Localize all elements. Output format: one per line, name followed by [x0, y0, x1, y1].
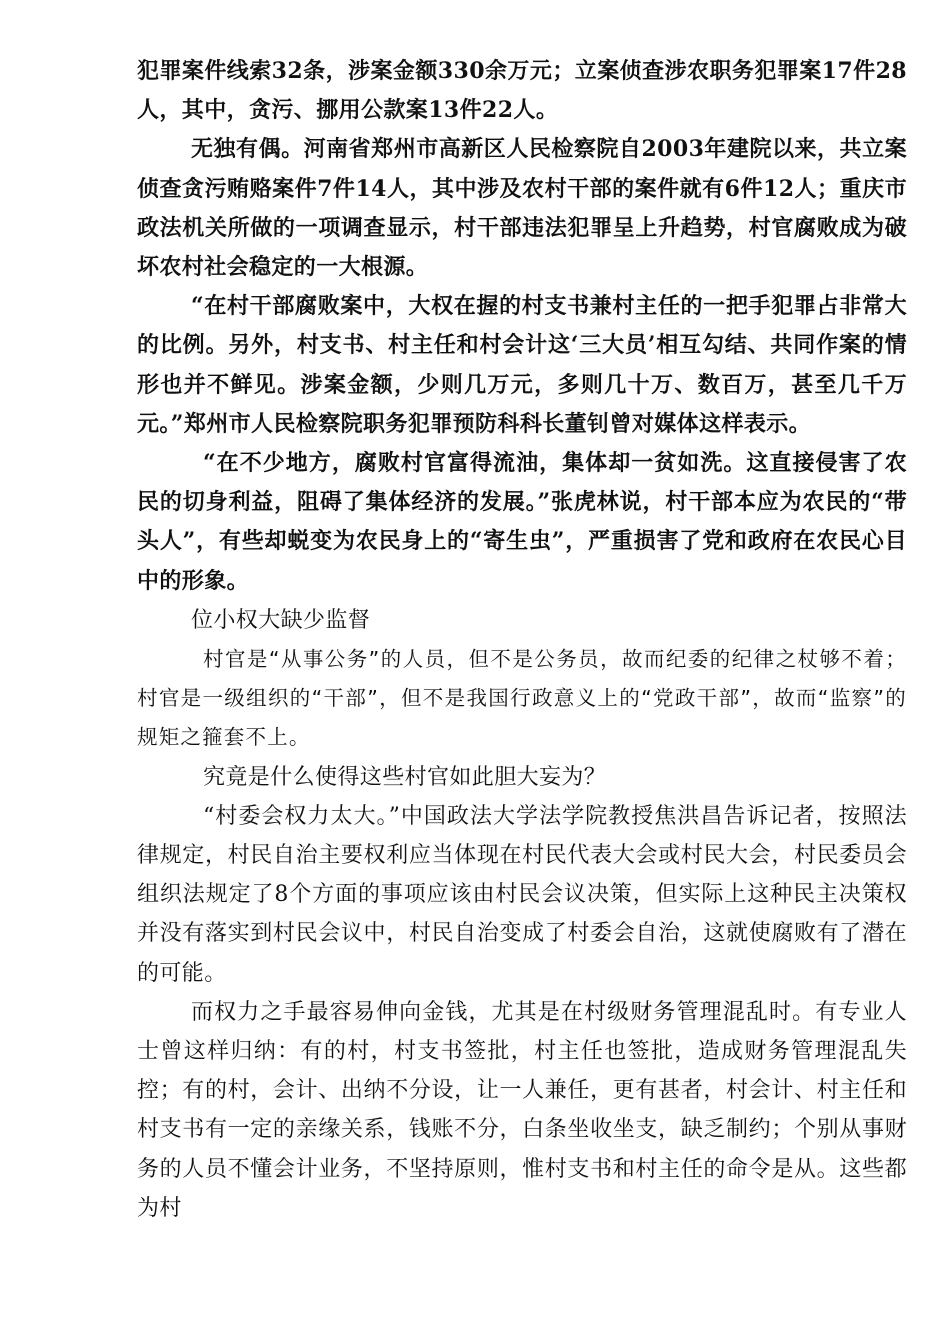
paragraph-quote-zhang-hulin: “在不少地方，腐败村官富得流油，集体却一贫如洗。这直接侵害了农民的切身利益，阻碍了集体经济的发展。”张虎林说，村干部本应为农民的“带头人”，有些却蜕变为农民身上的“寄生虫”，严重损害了党和政府在农民心目中的形象。 [137, 450, 907, 594]
section-heading: 位小权大缺少监督 [191, 607, 371, 633]
paragraph-financial-management: 而权力之手最容易伸向金钱，尤其是在村级财务管理混乱时。有专业人士曾这样归纳：有的村，村支书签批，村主任也签批，造成财务管理混乱失控；有的村，会计、出纳不分设，让一人兼任，更有甚者，村会计、村主任和村支书有一定的亲缘关系，钱账不分，白条坐收坐支，缺乏制约；个别从事财务的人员不懂会计业务，不坚持原则，惟村支书和村主任的命令是从。这些都为村 [137, 999, 907, 1221]
paragraph-quote-jiao-hongchang: “村委会权力太大。”中国政法大学法学院教授焦洪昌告诉记者，按照法律规定，村民自治主要权利应当体现在村民代表大会或村民大会，村民委员会组织法规定了8个方面的事项应该由村民会议决策，但实际上这种民主决策权并没有落实到村民会议中，村民自治变成了村委会自治，这就使腐败有了潜在的可能。 [137, 803, 907, 986]
paragraph-village-official-status: 村官是“从事公务”的人员，但不是公务员，故而纪委的纪律之杖够不着；村官是一级组织的“干部”，但不是我国行政意义上的“党政干部”，故而“监察”的规矩之箍套不上。 [137, 647, 907, 750]
paragraph-question: 究竟是什么使得这些村官如此胆大妄为？ [203, 764, 607, 790]
paragraph-continued: 犯罪案件线索32条，涉案金额330余万元；立案侦查涉农职务犯罪案17件28人，其中，贪污、挪用公款案13件22人。 [137, 58, 907, 124]
body-text [137, 52, 907, 1228]
paragraph-no-coincidence: 无独有偶。河南省郑州市高新区人民检察院自2003年建院以来，共立案侦查贪污贿赂案件7件14人，其中涉及农村干部的案件就有6件12人；重庆市政法机关所做的一项调查显示，村干部违法犯罪呈上升趋势，村官腐败成为破坏农村社会稳定的一大根源。 [137, 136, 907, 281]
paragraph-quote-dong-zhao: “在村干部腐败案中，大权在握的村支书兼村主任的一把手犯罪占非常大的比例。另外，村支书、村主任和村会计这‘三大员’相互勾结、共同作案的情形也并不鲜见。涉案金额，少则几万元，多则几十万、数百万，甚至几千万元。”郑州市人民检察院职务犯罪预防科科长董钊曾对媒体这样表示。 [137, 293, 907, 437]
